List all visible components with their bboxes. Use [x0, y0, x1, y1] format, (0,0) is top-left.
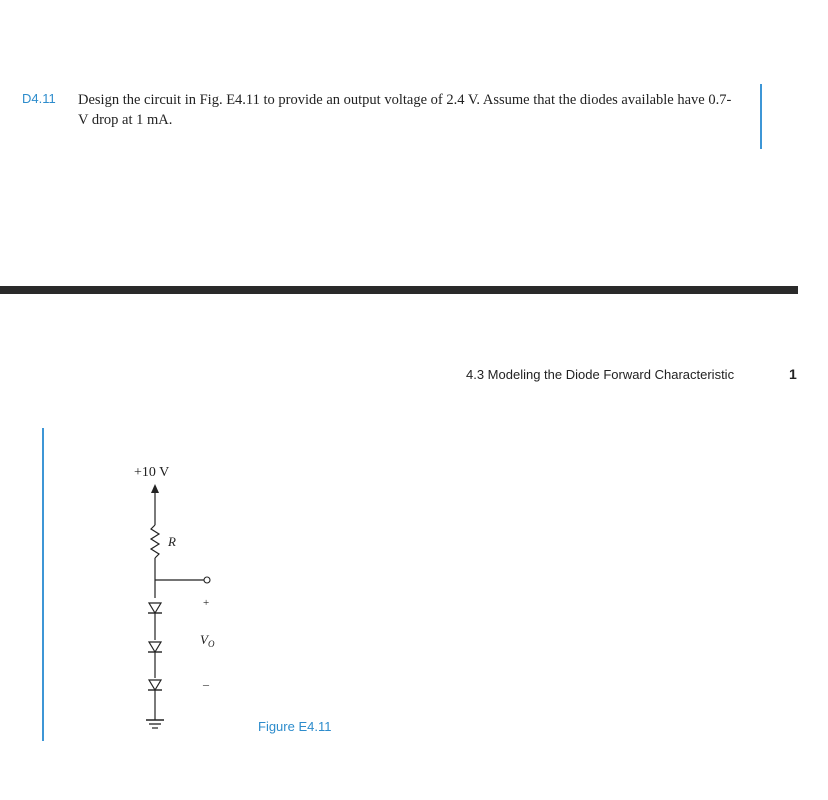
figure-caption: Figure E4.11 — [258, 719, 332, 734]
circuit-diagram — [100, 455, 250, 745]
diode-3 — [148, 680, 162, 690]
output-minus: – — [203, 677, 209, 691]
resistor-symbol — [151, 525, 159, 558]
output-terminal — [204, 577, 210, 583]
running-head-title: 4.3 Modeling the Diode Forward Characteristic — [466, 367, 735, 382]
diode-1 — [148, 603, 162, 613]
problem-statement: Design the circuit in Fig. E4.11 to provide an output voltage of 2.4 V. Assume that the diodes available have 0.7-V drop at 1 mA. — [78, 92, 732, 128]
page-number: 1 — [789, 366, 797, 382]
supply-label: +10 V — [134, 465, 170, 480]
diode-2 — [148, 642, 162, 652]
resistor-label: R — [168, 534, 176, 549]
ground-symbol — [146, 720, 164, 728]
output-plus: + — [203, 597, 210, 609]
page-separator — [0, 286, 798, 294]
output-label: $V_O$ — [200, 632, 215, 649]
margin-bar-left — [42, 428, 44, 741]
problem-number: D4.11 — [22, 91, 56, 106]
margin-bar-top — [760, 84, 762, 149]
